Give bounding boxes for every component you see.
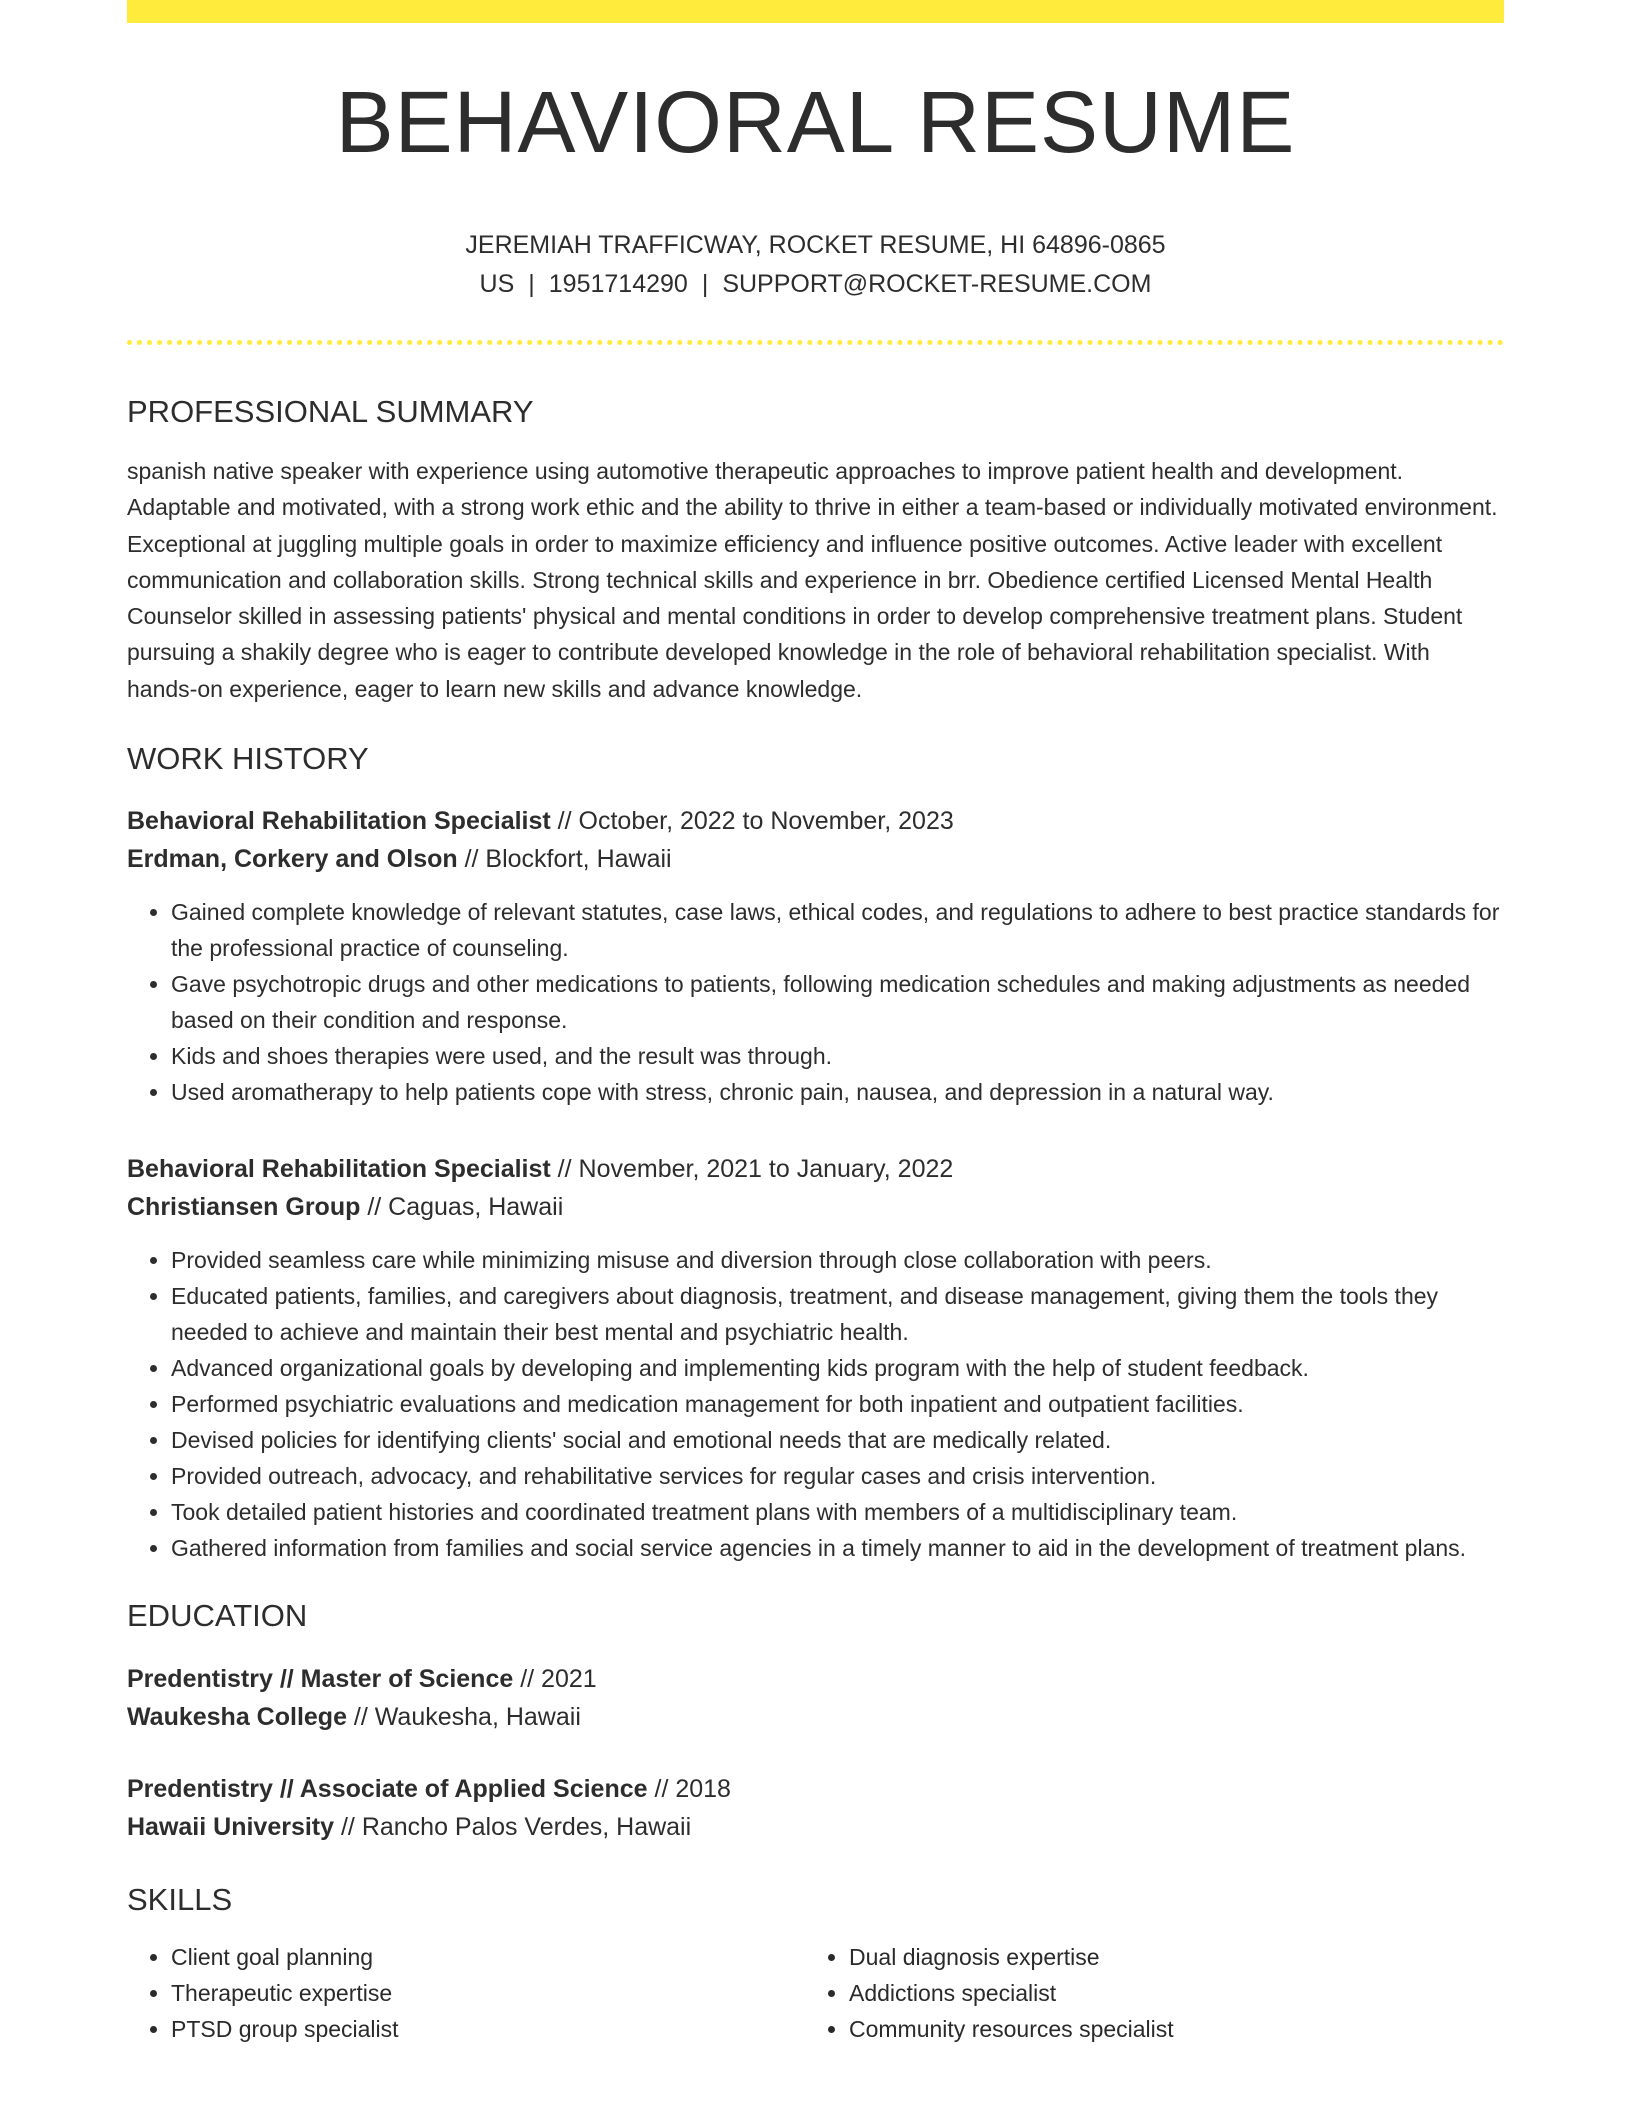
job-title-line: [127, 802, 1504, 840]
degree-line: [127, 1770, 1504, 1808]
list-item: • Community resources specialist: [849, 2011, 1483, 2047]
job-bullets: [127, 1242, 1504, 1566]
skills-column-left: [127, 1939, 805, 2047]
job-company: Erdman, Corkery and Olson: [127, 845, 458, 874]
list-item: • Provided seamless care while minimizing misuse and diversion through close collaboration with peers.: [171, 1242, 1504, 1278]
job-location: // Blockfort, Hawaii: [457, 845, 672, 874]
skills-list: [127, 1939, 1504, 2047]
list-item: • Kids and shoes therapies were used, and the result was through.: [171, 1038, 1504, 1074]
contact-info: [127, 226, 1504, 304]
degree: Predentistry // Master of Science: [127, 1665, 514, 1694]
list-item: • Took detailed patient histories and coordinated treatment plans with members of a multidisciplinary team.: [171, 1494, 1504, 1530]
degree-line: [127, 1660, 1504, 1698]
list-item: • Advanced organizational goals by developing and implementing kids program with the help of student feedback.: [171, 1350, 1504, 1386]
job-company-line: [127, 1188, 1504, 1226]
job-dates: // October, 2022 to November, 2023: [550, 807, 954, 836]
school-location: // Waukesha, Hawaii: [346, 1703, 581, 1732]
job-dates: // November, 2021 to January, 2022: [550, 1155, 954, 1184]
degree-year: // 2018: [647, 1775, 731, 1804]
list-item: • Used aromatherapy to help patients cope with stress, chronic pain, nausea, and depression in a natural way.: [171, 1074, 1504, 1110]
skills-column-right: [805, 1939, 1483, 2047]
job-title: Behavioral Rehabilitation Specialist: [127, 807, 551, 836]
job-entry: [127, 802, 1504, 1110]
education-entry: [127, 1770, 1504, 1846]
contact-address: JEREMIAH TRAFFICWAY, ROCKET RESUME, HI 64896-0865 US: [465, 231, 1166, 298]
list-item: • Gathered information from families and social service agencies in a timely manner to aid in the development of treatment plans.: [171, 1530, 1504, 1566]
list-item: • Gave psychotropic drugs and other medications to patients, following medication schedules and making adjustments as needed based on their condition and response.: [171, 966, 1504, 1038]
dotted-divider: [127, 340, 1504, 345]
job-company-line: [127, 840, 1504, 878]
list-item: • Addictions specialist: [849, 1975, 1483, 2011]
contact-separator: |: [701, 270, 709, 298]
contact-separator: |: [528, 270, 535, 298]
work-history-heading: WORK HISTORY: [127, 741, 369, 777]
list-item: • Dual diagnosis expertise: [849, 1939, 1483, 1975]
school: Hawaii University: [127, 1813, 335, 1842]
job-entry: [127, 1150, 1504, 1566]
job-title-line: [127, 1150, 1504, 1188]
education-entry: [127, 1660, 1504, 1736]
summary-text: spanish native speaker with experience using automotive therapeutic approaches to improve patient health and development. Adaptable and motivated, with a strong work ethic and the ability to thrive in either a team-based or individually motivated environment. Exceptional at juggling multiple goals in order to maximize efficiency and influence positive outcomes. Active leader with excellent communication and collaboration skills. Strong technical skills and experience in brr. Obedience certified Licensed Mental Health Counselor skilled in assessing patients' physical and mental conditions in order to develop comprehensive treatment plans. Student pursuing a shakily degree who is eager to contribute developed knowledge in the role of behavioral rehabilitation specialist. With hands-on experience, eager to learn new skills and advance knowledge.: [127, 458, 1498, 702]
job-company: Christiansen Group: [127, 1193, 361, 1222]
school-location: // Rancho Palos Verdes, Hawaii: [334, 1813, 692, 1842]
job-location: // Caguas, Hawaii: [360, 1193, 564, 1222]
degree: Predentistry // Associate of Applied Science: [127, 1775, 648, 1804]
list-item: • Client goal planning: [171, 1939, 805, 1975]
school-line: [127, 1808, 1504, 1846]
contact-phone: 1951714290: [548, 270, 688, 298]
job-title: Behavioral Rehabilitation Specialist: [127, 1155, 551, 1184]
top-accent-bar: [127, 0, 1504, 23]
list-item: • Provided outreach, advocacy, and rehabilitative services for regular cases and crisis intervention.: [171, 1458, 1504, 1494]
degree-year: // 2021: [513, 1665, 597, 1694]
contact-email: SUPPORT@ROCKET-RESUME.COM: [722, 270, 1152, 298]
list-item: • Performed psychiatric evaluations and medication management for both inpatient and outpatient facilities.: [171, 1386, 1504, 1422]
list-item: • PTSD group specialist: [171, 2011, 805, 2047]
education-heading: EDUCATION: [127, 1598, 308, 1634]
list-item: • Therapeutic expertise: [171, 1975, 805, 2011]
summary-heading: PROFESSIONAL SUMMARY: [127, 394, 534, 429]
resume-page: [127, 0, 1504, 2047]
skills-heading: SKILLS: [127, 1882, 233, 1918]
school-line: [127, 1698, 1504, 1736]
list-item: • Educated patients, families, and caregivers about diagnosis, treatment, and disease management, giving them the tools they needed to achieve and maintain their best mental and psychiatric health.: [171, 1278, 1504, 1350]
page-title: BEHAVIORAL RESUME: [335, 74, 1296, 171]
school: Waukesha College: [127, 1703, 347, 1732]
list-item: • Gained complete knowledge of relevant statutes, case laws, ethical codes, and regulations to adhere to best practice standards for the professional practice of counseling.: [171, 894, 1504, 966]
list-item: • Devised policies for identifying clients' social and emotional needs that are medically related.: [171, 1422, 1504, 1458]
job-bullets: [127, 894, 1504, 1110]
